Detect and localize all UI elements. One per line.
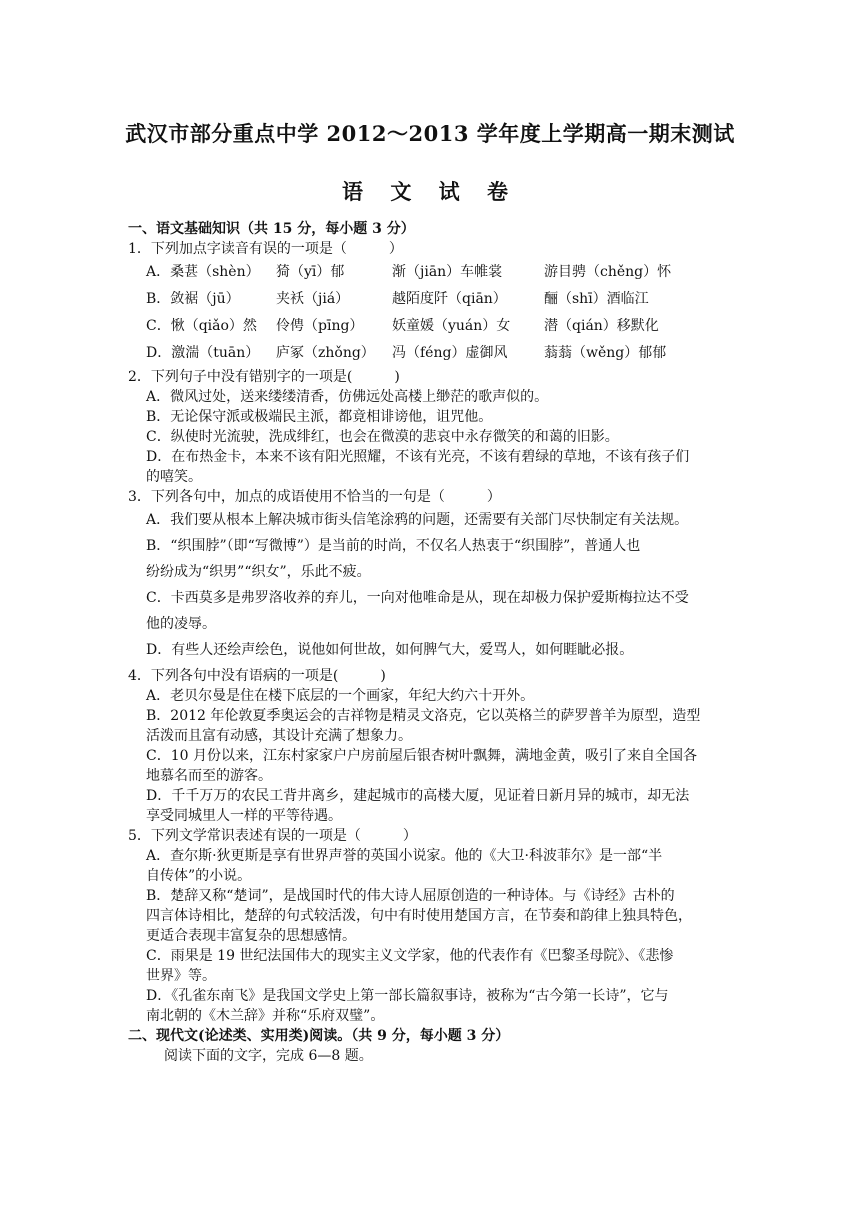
option-d: D．有些人还绘声绘色，说他如何世故，如何脾气大，爱骂人，如何睚眦必报。 [146,642,634,658]
section-heading-1: 一、语文基础知识（共 15 分，每小题 3 分） [128,221,415,237]
exam-content [128,219,733,1066]
option-d-cont: 享受同城里人一样的平等待遇。 [146,808,342,824]
option-a: A．微风过处，送来缕缕清香，仿佛远处高楼上缈茫的歌声似的。 [146,389,549,405]
option-b: B．无论保守派或极端民主派，都竟相诽谤他，诅咒他。 [146,409,493,425]
option-d: D．千千万万的农民工背井离乡，建起城市的高楼大厦，见证着日新月异的城市，却无法 [146,788,690,804]
option-a-cont: 自传体”的小说。 [146,868,252,884]
option-b: B．2012 年伦敦夏季奥运会的吉祥物是精灵文洛克，它以英格兰的萨罗普羊为原型，造型 [146,708,701,724]
option-c-cont: 他的凌辱。 [146,616,216,632]
question-3-stem: 3．下列各句中，加点的成语使用不恰当的一句是（ ） [128,489,501,505]
option-cell: 游目骋（chěng）怀 [544,264,672,280]
option-cell: 越陌度阡（qiān） [392,291,507,307]
option-cell: 渐（jiān）车帷裳 [392,264,503,280]
option-cell: C．愀（qiǎo）然 [146,318,257,334]
option-d-cont: 的嘻笑。 [146,469,202,485]
option-c: C．10 月份以来，江东村家家户户房前屋后银杏树叶飘舞，满地金黄，吸引了来自全国各 [146,748,697,764]
option-cell: 蓊蓊（wěng）郁郁 [544,345,667,361]
option-cell: 伶俜（pīng） [276,318,364,334]
page-title: 武汉市部分重点中学 2012～2013 学年度上学期高一期末测试 [125,121,735,146]
option-d-cont: 南北朝的《木兰辞》并称“乐府双璧”。 [146,1008,385,1024]
option-c-cont: 世界》等。 [146,968,216,984]
option-cell: D．激湍（tuān） [146,345,260,361]
option-d: D．在布热金卡，本来不该有阳光照耀，不该有光亮，不该有碧绿的草地，不该有孩子们 [146,449,690,465]
reading-instruction: 阅读下面的文字，完成 6—8 题。 [164,1048,373,1064]
option-row-c [128,313,733,340]
option-a: A．我们要从根本上解决城市街头信笔涂鸦的问题，还需要有关部门尽快制定有关法规。 [146,512,689,528]
option-c: C．卡西莫多是弗罗洛收养的弃儿，一向对他唯命是从，现在却极力保护爱斯梅拉达不受 [146,590,689,606]
option-b-cont: 四言体诗相比，楚辞的句式较活泼，句中有时使用楚国方言，在节奏和韵律上独具特色， [146,908,692,924]
section-heading-2: 二、现代文(论述类、实用类)阅读。（共 9 分，每小题 3 分） [128,1028,510,1044]
option-c: C．纵使时光流驶，洗成绯红，也会在微漠的悲哀中永存微笑的和蔼的旧影。 [146,429,619,445]
option-row-a [128,259,733,286]
question-1-options [128,259,733,367]
option-b-cont: 更适合表现丰富复杂的思想感情。 [146,928,356,944]
option-cell: 猗（yī）郁 [276,264,345,280]
option-cell: 夹袄（jiá） [276,291,350,307]
option-c-cont: 地慕名而至的游客。 [146,768,272,784]
option-b-cont: 纷纷成为“织男”“织女”，乐此不疲。 [146,564,371,580]
option-b: B．楚辞又称“楚词”，是战国时代的伟大诗人屈原创造的一种诗体。与《诗经》古朴的 [146,888,675,904]
option-c: C．雨果是 19 世纪法国伟大的现实主义文学家，他的代表作有《巴黎圣母院》、《悲惨 [146,948,674,964]
page-subtitle: 语 文 试 卷 [342,179,518,204]
question-1-stem: 1．下列加点字读音有误的一项是（ ） [128,241,403,257]
option-a: A．老贝尔曼是住在楼下底层的一个画家，年纪大约六十开外。 [146,688,535,704]
option-d: D．《孔雀东南飞》是我国文学史上第一部长篇叙事诗，被称为“古今第一长诗”，它与 [146,988,669,1004]
option-cell: 庐冢（zhǒng） [276,345,375,361]
option-cell: 潜（qián）移默化 [544,318,659,334]
option-cell: A．桑葚（shèn） [146,264,260,280]
option-cell: 妖童媛（yuán）女 [392,318,511,334]
option-cell: B．敛裾（jū） [146,291,240,307]
question-5-stem: 5．下列文学常识表述有误的一项是（ ） [128,828,417,844]
option-cell: 酾（shī）酒临江 [544,291,649,307]
question-2-stem: 2．下列句子中没有错别字的一项是( ) [128,369,400,385]
option-row-b [128,286,733,313]
question-4-stem: 4．下列各句中没有语病的一项是( ) [128,668,386,684]
option-row-d [128,340,733,367]
option-b-cont: 活泼而且富有动感，其设计充满了想象力。 [146,728,412,744]
option-a: A．查尔斯·狄更斯是享有世界声誉的英国小说家。他的《大卫·科波菲尔》是一部“半 [146,848,663,864]
option-b: B．“织围脖”（即“写微博”）是当前的时尚，不仅名人热衷于“织围脖”，普通人也 [146,538,641,554]
option-cell: 冯（féng）虚御风 [392,345,508,361]
